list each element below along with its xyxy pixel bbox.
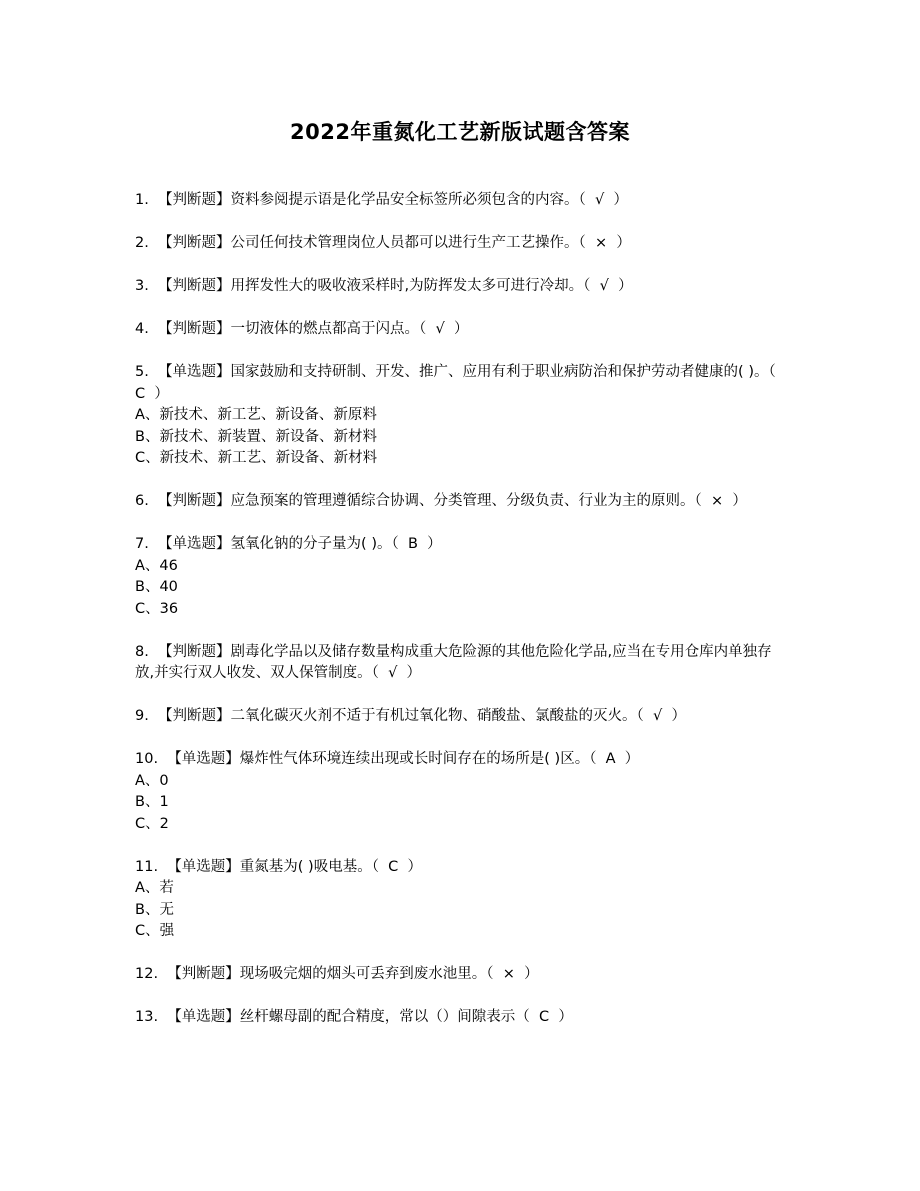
question-option: A、46 — [135, 557, 178, 574]
question-item — [135, 642, 785, 685]
question-option: B、新技术、新装置、新设备、新材料 — [135, 428, 377, 445]
question-option: C、强 — [135, 923, 175, 939]
question-item — [135, 491, 785, 513]
question-stem: 2. 【判断题】公司任何技术管理岗位人员都可以进行生产工艺操作。（ × ） — [135, 235, 631, 251]
question-stem: 5. 【单选题】国家鼓励和支持研制、开发、推广、应用有利于职业病防治和保护劳动者健康的( )。（ C ） — [135, 364, 785, 402]
question-item — [135, 190, 785, 212]
question-item — [135, 362, 785, 470]
question-item — [135, 534, 785, 620]
question-item — [135, 233, 785, 255]
question-option: C、36 — [135, 600, 179, 617]
question-item — [135, 1007, 785, 1029]
question-stem: 4. 【判断题】一切液体的燃点都高于闪点。（ √ ） — [135, 321, 469, 337]
question-item — [135, 964, 785, 986]
question-item — [135, 276, 785, 298]
question-stem: 10. 【单选题】爆炸性气体环境连续出现或长时间存在的场所是( )区。（ A ） — [135, 751, 640, 767]
question-stem: 3. 【判断题】用挥发性大的吸收液采样时,为防挥发太多可进行冷却。（ √ ） — [135, 278, 633, 294]
question-stem: 7. 【单选题】氢氧化钠的分子量为( )。（ B ） — [135, 536, 442, 552]
question-option: C、2 — [135, 815, 169, 832]
question-option: A、新技术、新工艺、新设备、新原料 — [135, 407, 377, 423]
question-stem: 8. 【判断题】剧毒化学品以及储存数量构成重大危险源的其他危险化学品,应当在专用仓库内单独存放,并实行双人收发、双人保管制度。（ √ ） — [135, 643, 772, 681]
question-list — [135, 190, 785, 1050]
question-stem: 6. 【判断题】应急预案的管理遵循综合协调、分类管理、分级负责、行业为主的原则。（ × ） — [135, 493, 747, 509]
question-option: C、新技术、新工艺、新设备、新材料 — [135, 450, 378, 466]
question-item — [135, 749, 785, 835]
question-stem: 1. 【判断题】资料参阅提示语是化学品安全标签所必须包含的内容。（ √ ） — [135, 192, 628, 208]
question-option: B、40 — [135, 579, 178, 595]
question-option: A、0 — [135, 772, 169, 789]
question-item — [135, 706, 785, 728]
question-option: A、若 — [135, 880, 174, 896]
question-stem: 11. 【单选题】重氮基为( )吸电基。（ C ） — [135, 858, 423, 875]
question-stem: 13. 【单选题】丝杆螺母副的配合精度，常以（）间隙表示（ C ） — [135, 1009, 573, 1025]
document-title: 2022年重氮化工艺新版试题含答案 — [290, 120, 630, 144]
question-stem: 9. 【判断题】二氧化碳灭火剂不适于有机过氧化物、硝酸盐、氯酸盐的灭火。（ √ ） — [135, 708, 686, 724]
question-item — [135, 319, 785, 341]
question-option: B、1 — [135, 794, 169, 810]
question-item — [135, 857, 785, 943]
question-option: B、无 — [135, 901, 174, 918]
question-stem: 12. 【判断题】现场吸完烟的烟头可丢弃到废水池里。（ × ） — [135, 966, 539, 982]
